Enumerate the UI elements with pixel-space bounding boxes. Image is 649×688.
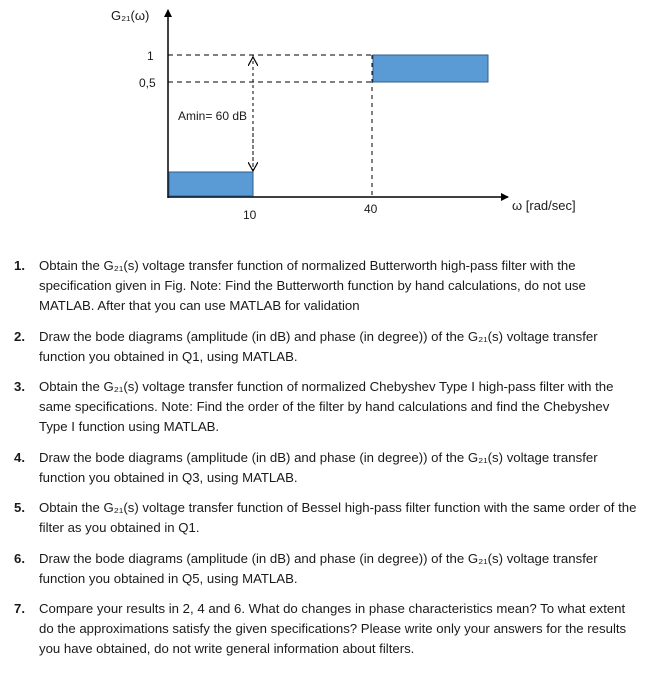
question-text: Draw the bode diagrams (amplitude (in dB) and phase (in degree)) of the G₂₁(s) voltage transfer function you obtained in Q5, using MATLAB. [39,550,598,586]
filter-specification-figure [0,0,649,240]
passband-rect [373,55,488,82]
question-item [14,256,639,316]
question-item [14,599,639,659]
x-tick-10: 10 [243,208,257,222]
y-tick-05: 0,5 [139,76,156,90]
question-text: Draw the bode diagrams (amplitude (in dB) and phase (in degree)) of the G₂₁(s) voltage transfer function you obtained in Q3, using MATLAB. [39,449,598,485]
attenuation-label: Amin= 60 dB [178,109,248,123]
question-item [14,448,639,488]
question-number: 4. [14,449,25,465]
question-item [14,498,639,538]
question-text: Compare your results in 2, 4 and 6. What do changes in phase characteristics mean? To what extent do the approximations satisfy the given specifications? Please write only your answers for the results you have obtained, do not write general information about filters. [39,601,627,656]
question-number: 5. [14,500,25,515]
y-tick-1: 1 [147,49,154,63]
y-axis-title: G₂₁(ω) [111,8,150,23]
question-number: 3. [14,379,25,394]
question-text: Obtain the G₂₁(s) voltage transfer function of normalized Chebyshev Type I high-pass filter with the same specifications. Note: Find the order of the filter by hand calculations and find the Chebyshev Type I function using MATLAB. [39,379,614,434]
question-item [14,377,639,437]
question-number: 7. [14,601,25,616]
question-number: 1. [14,258,25,273]
question-list [14,256,639,670]
question-item [14,549,639,589]
question-number: 2. [14,328,25,344]
question-text: Obtain the G₂₁(s) voltage transfer function of normalized Butterworth high-pass filter with the specification given in Fig. Note: Find the Butterworth function by hand calculations, do not use MATLAB. After that you can use MATLAB for validation [39,258,586,313]
x-axis-title: ω [rad/sec] [512,198,576,213]
question-text: Draw the bode diagrams (amplitude (in dB) and phase (in degree)) of the G₂₁(s) voltage transfer function you obtained in Q1, using MATLAB. [39,328,598,364]
question-item [14,327,639,367]
stopband-rect [169,172,253,196]
question-number: 6. [14,550,25,566]
question-text: Obtain the G₂₁(s) voltage transfer function of Bessel high-pass filter function with the same order of the filter as you obtained in Q1. [39,500,637,535]
x-tick-40: 40 [364,202,378,216]
